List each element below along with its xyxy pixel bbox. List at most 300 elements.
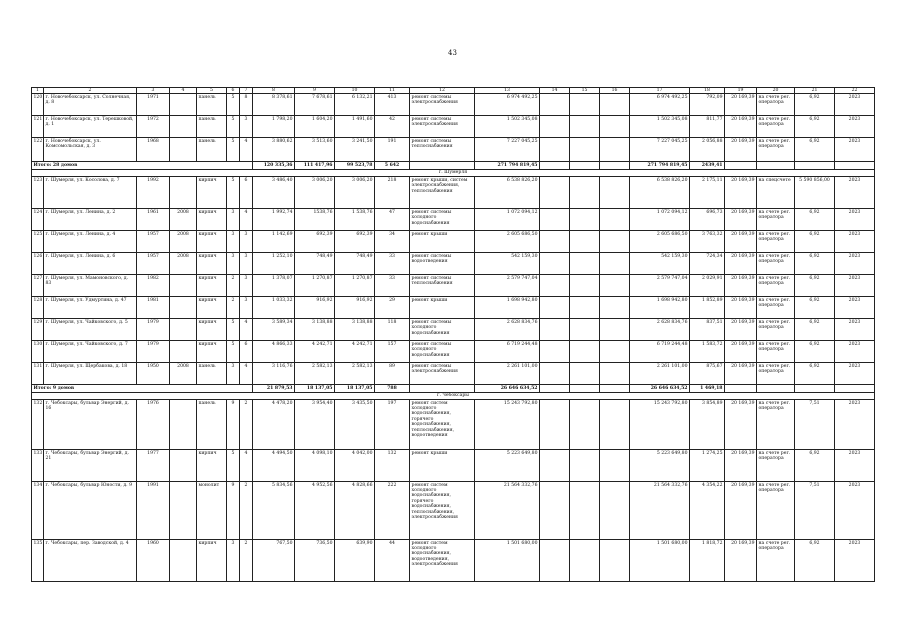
table-cell: 44 bbox=[375, 540, 410, 582]
table-cell: 191 bbox=[375, 138, 410, 162]
table-row bbox=[32, 94, 875, 116]
table-cell: 1979 bbox=[137, 341, 170, 363]
table-cell: 1 491,60 bbox=[335, 116, 375, 138]
table-cell: 6 719 244,48 bbox=[630, 341, 690, 363]
table-cell: 1991 bbox=[137, 482, 170, 540]
table-cell: 1 072 094,12 bbox=[630, 209, 690, 231]
table-cell: 222 bbox=[375, 482, 410, 540]
table-cell bbox=[570, 138, 600, 162]
table-cell bbox=[170, 116, 197, 138]
table-cell bbox=[570, 450, 600, 482]
table-cell bbox=[570, 400, 600, 450]
table-cell: 5 bbox=[227, 450, 240, 482]
table-cell: 20 169,39 bbox=[725, 275, 757, 297]
table-cell: кирпич bbox=[197, 450, 227, 482]
table-cell: панель bbox=[197, 400, 227, 450]
table-cell: 15 243 792,80 bbox=[475, 400, 540, 450]
table-cell: 7 227 045,25 bbox=[630, 138, 690, 162]
table-cell: 916,92 bbox=[335, 297, 375, 319]
table-cell: кирпич bbox=[197, 231, 227, 253]
table-cell: 6,92 bbox=[795, 275, 835, 297]
column-number: 17 bbox=[630, 88, 690, 94]
table-cell: 1 538,76 bbox=[335, 209, 375, 231]
table-cell bbox=[600, 138, 630, 162]
table-cell bbox=[570, 319, 600, 341]
table-cell: 33 bbox=[375, 253, 410, 275]
table-cell bbox=[570, 341, 600, 363]
total-cell: 18 137,05 bbox=[295, 385, 335, 392]
table-cell bbox=[540, 482, 570, 540]
table-cell: 1 072 094,12 bbox=[475, 209, 540, 231]
table-cell: 6 538 826,20 bbox=[475, 177, 540, 209]
table-cell bbox=[540, 275, 570, 297]
table-cell: 2023 bbox=[835, 275, 875, 297]
table-cell: 639,90 bbox=[335, 540, 375, 582]
table-cell: 692,39 bbox=[295, 231, 335, 253]
table-cell: 20 169,39 bbox=[725, 209, 757, 231]
table-cell: ремонт крыши bbox=[410, 297, 475, 319]
table-cell: 1961 bbox=[137, 209, 170, 231]
table-cell: 2023 bbox=[835, 297, 875, 319]
table-cell: 837,51 bbox=[690, 319, 725, 341]
table-cell: 3 bbox=[227, 363, 240, 385]
table-cell: 4 478,20 bbox=[253, 400, 295, 450]
table-cell: ремонт системы теплоснабжения bbox=[410, 275, 475, 297]
total-cell: 21 879,53 bbox=[253, 385, 295, 392]
table-cell: 118 bbox=[375, 319, 410, 341]
table-cell: 3 bbox=[227, 253, 240, 275]
table-cell bbox=[600, 400, 630, 450]
table-cell bbox=[170, 540, 197, 582]
table-cell: 413 bbox=[375, 94, 410, 116]
table-cell: 2 582,13 bbox=[295, 363, 335, 385]
total-cell: 18 137,05 bbox=[335, 385, 375, 392]
total-cell bbox=[540, 162, 570, 169]
table-cell: 1957 bbox=[137, 231, 170, 253]
table-cell: ремонт системы холодного водоснабжения bbox=[410, 209, 475, 231]
table-cell: 6 bbox=[240, 177, 253, 209]
table-cell: 6,92 bbox=[795, 297, 835, 319]
table-cell: 135 bbox=[32, 540, 44, 582]
table-cell bbox=[570, 540, 600, 582]
table-cell: г. Шумерля, ул. Чайковского, д. 5 bbox=[44, 319, 137, 341]
table-cell bbox=[170, 319, 197, 341]
table-cell: 1979 bbox=[137, 319, 170, 341]
table-cell: 6 132,21 bbox=[335, 94, 375, 116]
table-cell: на счете рег. оператора bbox=[757, 231, 795, 253]
table-cell: ремонт систем холодного водоснабжения, горячего водоснабжения, теплоснабжения, электроснабжения bbox=[410, 482, 475, 540]
table-cell: на счете рег. оператора bbox=[757, 116, 795, 138]
table-cell: 6,92 bbox=[795, 341, 835, 363]
table-cell: 5 bbox=[227, 116, 240, 138]
table-cell: 696,73 bbox=[690, 209, 725, 231]
table-cell bbox=[600, 253, 630, 275]
table-cell: 3 bbox=[227, 540, 240, 582]
table-cell: 3 bbox=[227, 209, 240, 231]
total-label: Итого: 28 домов bbox=[32, 162, 253, 169]
table-cell: 4 bbox=[240, 319, 253, 341]
column-number: 19 bbox=[725, 88, 757, 94]
column-number: 13 bbox=[475, 88, 540, 94]
table-cell: 6,92 bbox=[795, 450, 835, 482]
table-cell: 2023 bbox=[835, 482, 875, 540]
table-cell: 20 169,39 bbox=[725, 341, 757, 363]
table-cell: 1982 bbox=[137, 275, 170, 297]
total-cell bbox=[410, 385, 475, 392]
table-cell: 2023 bbox=[835, 116, 875, 138]
table-cell: 20 169,39 bbox=[725, 231, 757, 253]
table-cell: 130 bbox=[32, 341, 44, 363]
table-cell: на счете рег. оператора bbox=[757, 341, 795, 363]
city-header-row bbox=[32, 169, 875, 176]
total-cell bbox=[835, 162, 875, 169]
register-table bbox=[31, 87, 875, 582]
table-cell bbox=[600, 231, 630, 253]
table-cell: г. Новочебоксарск, ул. Солнечная, д. 8 bbox=[44, 94, 137, 116]
table-cell: 3 435,50 bbox=[335, 400, 375, 450]
table-cell: 6,92 bbox=[795, 94, 835, 116]
total-cell bbox=[410, 162, 475, 169]
table-cell: 1 501 680,00 bbox=[630, 540, 690, 582]
table-cell: 792,09 bbox=[690, 94, 725, 116]
total-cell bbox=[757, 385, 795, 392]
total-cell: 788 bbox=[375, 385, 410, 392]
table-cell: ремонт системы теплоснабжения bbox=[410, 138, 475, 162]
table-row bbox=[32, 177, 875, 209]
table-cell: 1 252,10 bbox=[253, 253, 295, 275]
table-cell: 20 169,39 bbox=[725, 253, 757, 275]
table-cell: 2008 bbox=[170, 209, 197, 231]
table-cell: ремонт системы холодного водоснабжения bbox=[410, 319, 475, 341]
table-cell bbox=[600, 363, 630, 385]
table-cell: 4 bbox=[240, 450, 253, 482]
table-cell: 2 628 834,76 bbox=[630, 319, 690, 341]
table-cell bbox=[540, 540, 570, 582]
table-cell: 9 bbox=[227, 400, 240, 450]
table-cell bbox=[540, 341, 570, 363]
table-cell bbox=[540, 231, 570, 253]
table-cell: 1968 bbox=[137, 138, 170, 162]
table-row bbox=[32, 540, 875, 582]
table-cell bbox=[570, 275, 600, 297]
table-cell bbox=[600, 94, 630, 116]
table-cell: 133 bbox=[32, 450, 44, 482]
table-cell: кирпич bbox=[197, 275, 227, 297]
table-cell: 1971 bbox=[137, 94, 170, 116]
table-cell: 4 bbox=[240, 209, 253, 231]
table-cell: 2023 bbox=[835, 253, 875, 275]
total-row bbox=[32, 162, 875, 169]
table-cell: 6 719 244,48 bbox=[475, 341, 540, 363]
table-cell: на счете рег. оператора bbox=[757, 319, 795, 341]
total-cell: 120 335,36 bbox=[253, 162, 295, 169]
table-cell: на счете рег. оператора bbox=[757, 138, 795, 162]
page-number: 43 bbox=[448, 49, 457, 57]
table-cell bbox=[540, 209, 570, 231]
table-cell: 2 605 686,50 bbox=[630, 231, 690, 253]
table-cell: 20 169,39 bbox=[725, 177, 757, 209]
table-cell bbox=[540, 94, 570, 116]
column-number: 18 bbox=[690, 88, 725, 94]
total-cell bbox=[795, 385, 835, 392]
city-name: г. Шумерля bbox=[32, 169, 875, 176]
column-number: 11 bbox=[375, 88, 410, 94]
table-cell: кирпич bbox=[197, 540, 227, 582]
table-cell: панель bbox=[197, 363, 227, 385]
table-cell bbox=[540, 297, 570, 319]
table-cell: 218 bbox=[375, 177, 410, 209]
table-cell bbox=[570, 253, 600, 275]
table-cell: 6,92 bbox=[795, 138, 835, 162]
table-cell: 6,92 bbox=[795, 116, 835, 138]
table-cell bbox=[600, 319, 630, 341]
total-cell bbox=[725, 162, 757, 169]
table-cell: 5 834,56 bbox=[253, 482, 295, 540]
table-cell: 3 241,50 bbox=[335, 138, 375, 162]
table-cell: 2023 bbox=[835, 319, 875, 341]
table-cell: 2 579 747,04 bbox=[475, 275, 540, 297]
table-cell: 3 bbox=[240, 253, 253, 275]
table-cell: 20 169,39 bbox=[725, 363, 757, 385]
table-cell: 1 698 942,80 bbox=[630, 297, 690, 319]
table-cell: 1960 bbox=[137, 540, 170, 582]
table-cell bbox=[600, 275, 630, 297]
table-cell: 126 bbox=[32, 253, 44, 275]
table-cell: г. Шумерля, ул. Ленина, д. 2 bbox=[44, 209, 137, 231]
table-cell: 767,50 bbox=[253, 540, 295, 582]
table-cell: 2 175,11 bbox=[690, 177, 725, 209]
table-cell: на счете рег. оператора bbox=[757, 253, 795, 275]
total-cell: 99 523,78 bbox=[335, 162, 375, 169]
table-cell: 1950 bbox=[137, 363, 170, 385]
table-cell: 34 bbox=[375, 231, 410, 253]
table-cell: 1 852,89 bbox=[690, 297, 725, 319]
table-cell: 123 bbox=[32, 177, 44, 209]
table-cell: 33 bbox=[375, 275, 410, 297]
table-cell: 128 bbox=[32, 297, 44, 319]
table-cell: 89 bbox=[375, 363, 410, 385]
table-cell bbox=[540, 177, 570, 209]
table-cell: 692,39 bbox=[335, 231, 375, 253]
table-cell: 2008 bbox=[170, 231, 197, 253]
table-cell: 2023 bbox=[835, 400, 875, 450]
table-cell: 1 378,07 bbox=[253, 275, 295, 297]
table-cell: 6 538 826,20 bbox=[630, 177, 690, 209]
column-number: 7 bbox=[240, 88, 253, 94]
table-cell: 1981 bbox=[137, 297, 170, 319]
table-cell: 4 242,71 bbox=[335, 341, 375, 363]
table-cell: ремонт системы электроснабжения bbox=[410, 94, 475, 116]
table-cell bbox=[170, 450, 197, 482]
table-cell: 1538,76 bbox=[295, 209, 335, 231]
table-cell: 7,51 bbox=[795, 400, 835, 450]
table-cell: 3 138,88 bbox=[295, 319, 335, 341]
table-cell: г. Новочебоксарск, ул. Комсомольская, д. 3 bbox=[44, 138, 137, 162]
column-number: 21 bbox=[795, 88, 835, 94]
table-cell: 3 bbox=[227, 231, 240, 253]
table-cell bbox=[600, 209, 630, 231]
table-cell: 2023 bbox=[835, 363, 875, 385]
table-cell: 916,92 bbox=[295, 297, 335, 319]
table-cell: 1 502 345,08 bbox=[475, 116, 540, 138]
table-cell: 129 bbox=[32, 319, 44, 341]
table-cell: 542 159,30 bbox=[630, 253, 690, 275]
total-cell bbox=[725, 385, 757, 392]
table-cell: 1 501 680,00 bbox=[475, 540, 540, 582]
column-number: 8 bbox=[253, 88, 295, 94]
table-cell: 1 502 345,08 bbox=[630, 116, 690, 138]
table-cell: 157 bbox=[375, 341, 410, 363]
table-cell: г. Шумерля, ул. Щербакова, д. 18 bbox=[44, 363, 137, 385]
table-cell: 6 974 492,25 bbox=[630, 94, 690, 116]
table-cell: 20 169,39 bbox=[725, 297, 757, 319]
table-cell bbox=[570, 94, 600, 116]
table-cell: 1976 bbox=[137, 400, 170, 450]
table-cell: 20 169,39 bbox=[725, 319, 757, 341]
table-cell: г. Шумерля, ул. Удмуртина, д. 47 bbox=[44, 297, 137, 319]
total-cell: 271 794 819,45 bbox=[630, 162, 690, 169]
table-cell: г. Шумерля, ул. Чайковского, д. 7 bbox=[44, 341, 137, 363]
table-cell: 21 564 332,76 bbox=[630, 482, 690, 540]
table-cell: 3 954,40 bbox=[295, 400, 335, 450]
table-cell: 20 169,39 bbox=[725, 94, 757, 116]
total-cell bbox=[600, 162, 630, 169]
table-cell: 1972 bbox=[137, 116, 170, 138]
table-row bbox=[32, 209, 875, 231]
table-cell: на счете рег. оператора bbox=[757, 94, 795, 116]
table-row bbox=[32, 319, 875, 341]
table-cell: 6 bbox=[240, 341, 253, 363]
table-cell: 4 494,50 bbox=[253, 450, 295, 482]
table-cell: ремонт крыши, систем электроснабжения, теплоснабжения bbox=[410, 177, 475, 209]
table-cell: 6,92 bbox=[795, 209, 835, 231]
total-label: Итого: 9 домов bbox=[32, 385, 253, 392]
table-cell: 20 169,39 bbox=[725, 138, 757, 162]
total-cell bbox=[570, 385, 600, 392]
table-cell bbox=[600, 341, 630, 363]
table-cell: 4 828,66 bbox=[335, 482, 375, 540]
table-cell bbox=[540, 319, 570, 341]
table-cell: 8 bbox=[240, 94, 253, 116]
table-cell: 5 bbox=[227, 138, 240, 162]
table-cell: 2023 bbox=[835, 209, 875, 231]
table-cell: ремонт системы водоотведения bbox=[410, 253, 475, 275]
table-cell bbox=[170, 138, 197, 162]
table-cell: г. Шумерля, ул. Косолова, д. 7 bbox=[44, 177, 137, 209]
table-cell: кирпич bbox=[197, 253, 227, 275]
table-cell bbox=[540, 363, 570, 385]
column-number: 22 bbox=[835, 88, 875, 94]
city-name: г. Чебоксары bbox=[32, 392, 875, 399]
table-cell: 2023 bbox=[835, 341, 875, 363]
table-cell: 2023 bbox=[835, 177, 875, 209]
column-number: 6 bbox=[227, 88, 240, 94]
table-cell: на счете рег. оператора bbox=[757, 209, 795, 231]
total-cell: 111 417,96 bbox=[295, 162, 335, 169]
table-cell: 6 974 492,25 bbox=[475, 94, 540, 116]
total-cell bbox=[570, 162, 600, 169]
table-cell: 2 bbox=[240, 540, 253, 582]
table-cell: кирпич bbox=[197, 209, 227, 231]
table-cell bbox=[540, 450, 570, 482]
table-cell: ремонт систем холодного водоснабжения, горячего водоснабжения, теплоснабжения, водоотведения bbox=[410, 400, 475, 450]
table-cell: 3 bbox=[240, 231, 253, 253]
table-cell: 3 006,20 bbox=[335, 177, 375, 209]
table-cell: 724,34 bbox=[690, 253, 725, 275]
table-cell: 2 582,13 bbox=[335, 363, 375, 385]
table-cell: 4 042,00 bbox=[335, 450, 375, 482]
column-number: 4 bbox=[170, 88, 197, 94]
table-cell: 47 bbox=[375, 209, 410, 231]
table-cell: 2 bbox=[227, 297, 240, 319]
table-cell: 2 bbox=[227, 275, 240, 297]
table-cell: 120 bbox=[32, 94, 44, 116]
table-cell bbox=[170, 341, 197, 363]
table-cell: 748,49 bbox=[295, 253, 335, 275]
table-cell: 1 583,72 bbox=[690, 341, 725, 363]
table-cell: 1 142,69 bbox=[253, 231, 295, 253]
table-cell bbox=[600, 116, 630, 138]
table-cell: 1 604,20 bbox=[295, 116, 335, 138]
total-cell: 2439,41 bbox=[690, 162, 725, 169]
table-cell bbox=[540, 138, 570, 162]
table-cell: 20 169,39 bbox=[725, 540, 757, 582]
table-cell: 4 098,10 bbox=[295, 450, 335, 482]
table-cell: 1 818,72 bbox=[690, 540, 725, 582]
table-cell: панель bbox=[197, 94, 227, 116]
table-row bbox=[32, 231, 875, 253]
column-number: 1 bbox=[32, 88, 44, 94]
table-cell: 748,49 bbox=[335, 253, 375, 275]
table-cell: 1 992,74 bbox=[253, 209, 295, 231]
table-cell: 5 223 649,80 bbox=[630, 450, 690, 482]
total-cell bbox=[795, 162, 835, 169]
table-cell: на счете рег. оператора bbox=[757, 482, 795, 540]
table-cell: кирпич bbox=[197, 297, 227, 319]
table-cell: на счете рег. оператора bbox=[757, 450, 795, 482]
table-cell: на счете рег. оператора bbox=[757, 363, 795, 385]
table-cell bbox=[600, 297, 630, 319]
table-cell: 2023 bbox=[835, 94, 875, 116]
table-cell: 2 261 101,00 bbox=[475, 363, 540, 385]
table-cell: 1 033,32 bbox=[253, 297, 295, 319]
table-cell: 6,92 bbox=[795, 540, 835, 582]
table-cell bbox=[600, 450, 630, 482]
table-cell bbox=[540, 400, 570, 450]
table-cell: 124 bbox=[32, 209, 44, 231]
column-number: 16 bbox=[600, 88, 630, 94]
table-cell: 5 bbox=[227, 177, 240, 209]
table-cell: 29 bbox=[375, 297, 410, 319]
table-cell bbox=[570, 363, 600, 385]
column-number: 3 bbox=[137, 88, 170, 94]
table-cell: 4 bbox=[240, 138, 253, 162]
table-cell: 3 763,32 bbox=[690, 231, 725, 253]
table-cell bbox=[570, 231, 600, 253]
table-cell: на счете рег. оператора bbox=[757, 297, 795, 319]
column-number: 5 bbox=[197, 88, 227, 94]
table-cell: 3 006,20 bbox=[295, 177, 335, 209]
table-cell: 7 227 045,25 bbox=[475, 138, 540, 162]
table-cell: 736,50 bbox=[295, 540, 335, 582]
table-cell: 131 bbox=[32, 363, 44, 385]
table-cell: ремонт системы холодного водоснабжения bbox=[410, 341, 475, 363]
column-number: 20 bbox=[757, 88, 795, 94]
table-cell: г. Новочебоксарск, ул. Терешковой, д. 1 bbox=[44, 116, 137, 138]
table-cell: 3 854,89 bbox=[690, 400, 725, 450]
table-cell: ремонт системы электроснабжения bbox=[410, 363, 475, 385]
total-cell: 5 642 bbox=[375, 162, 410, 169]
